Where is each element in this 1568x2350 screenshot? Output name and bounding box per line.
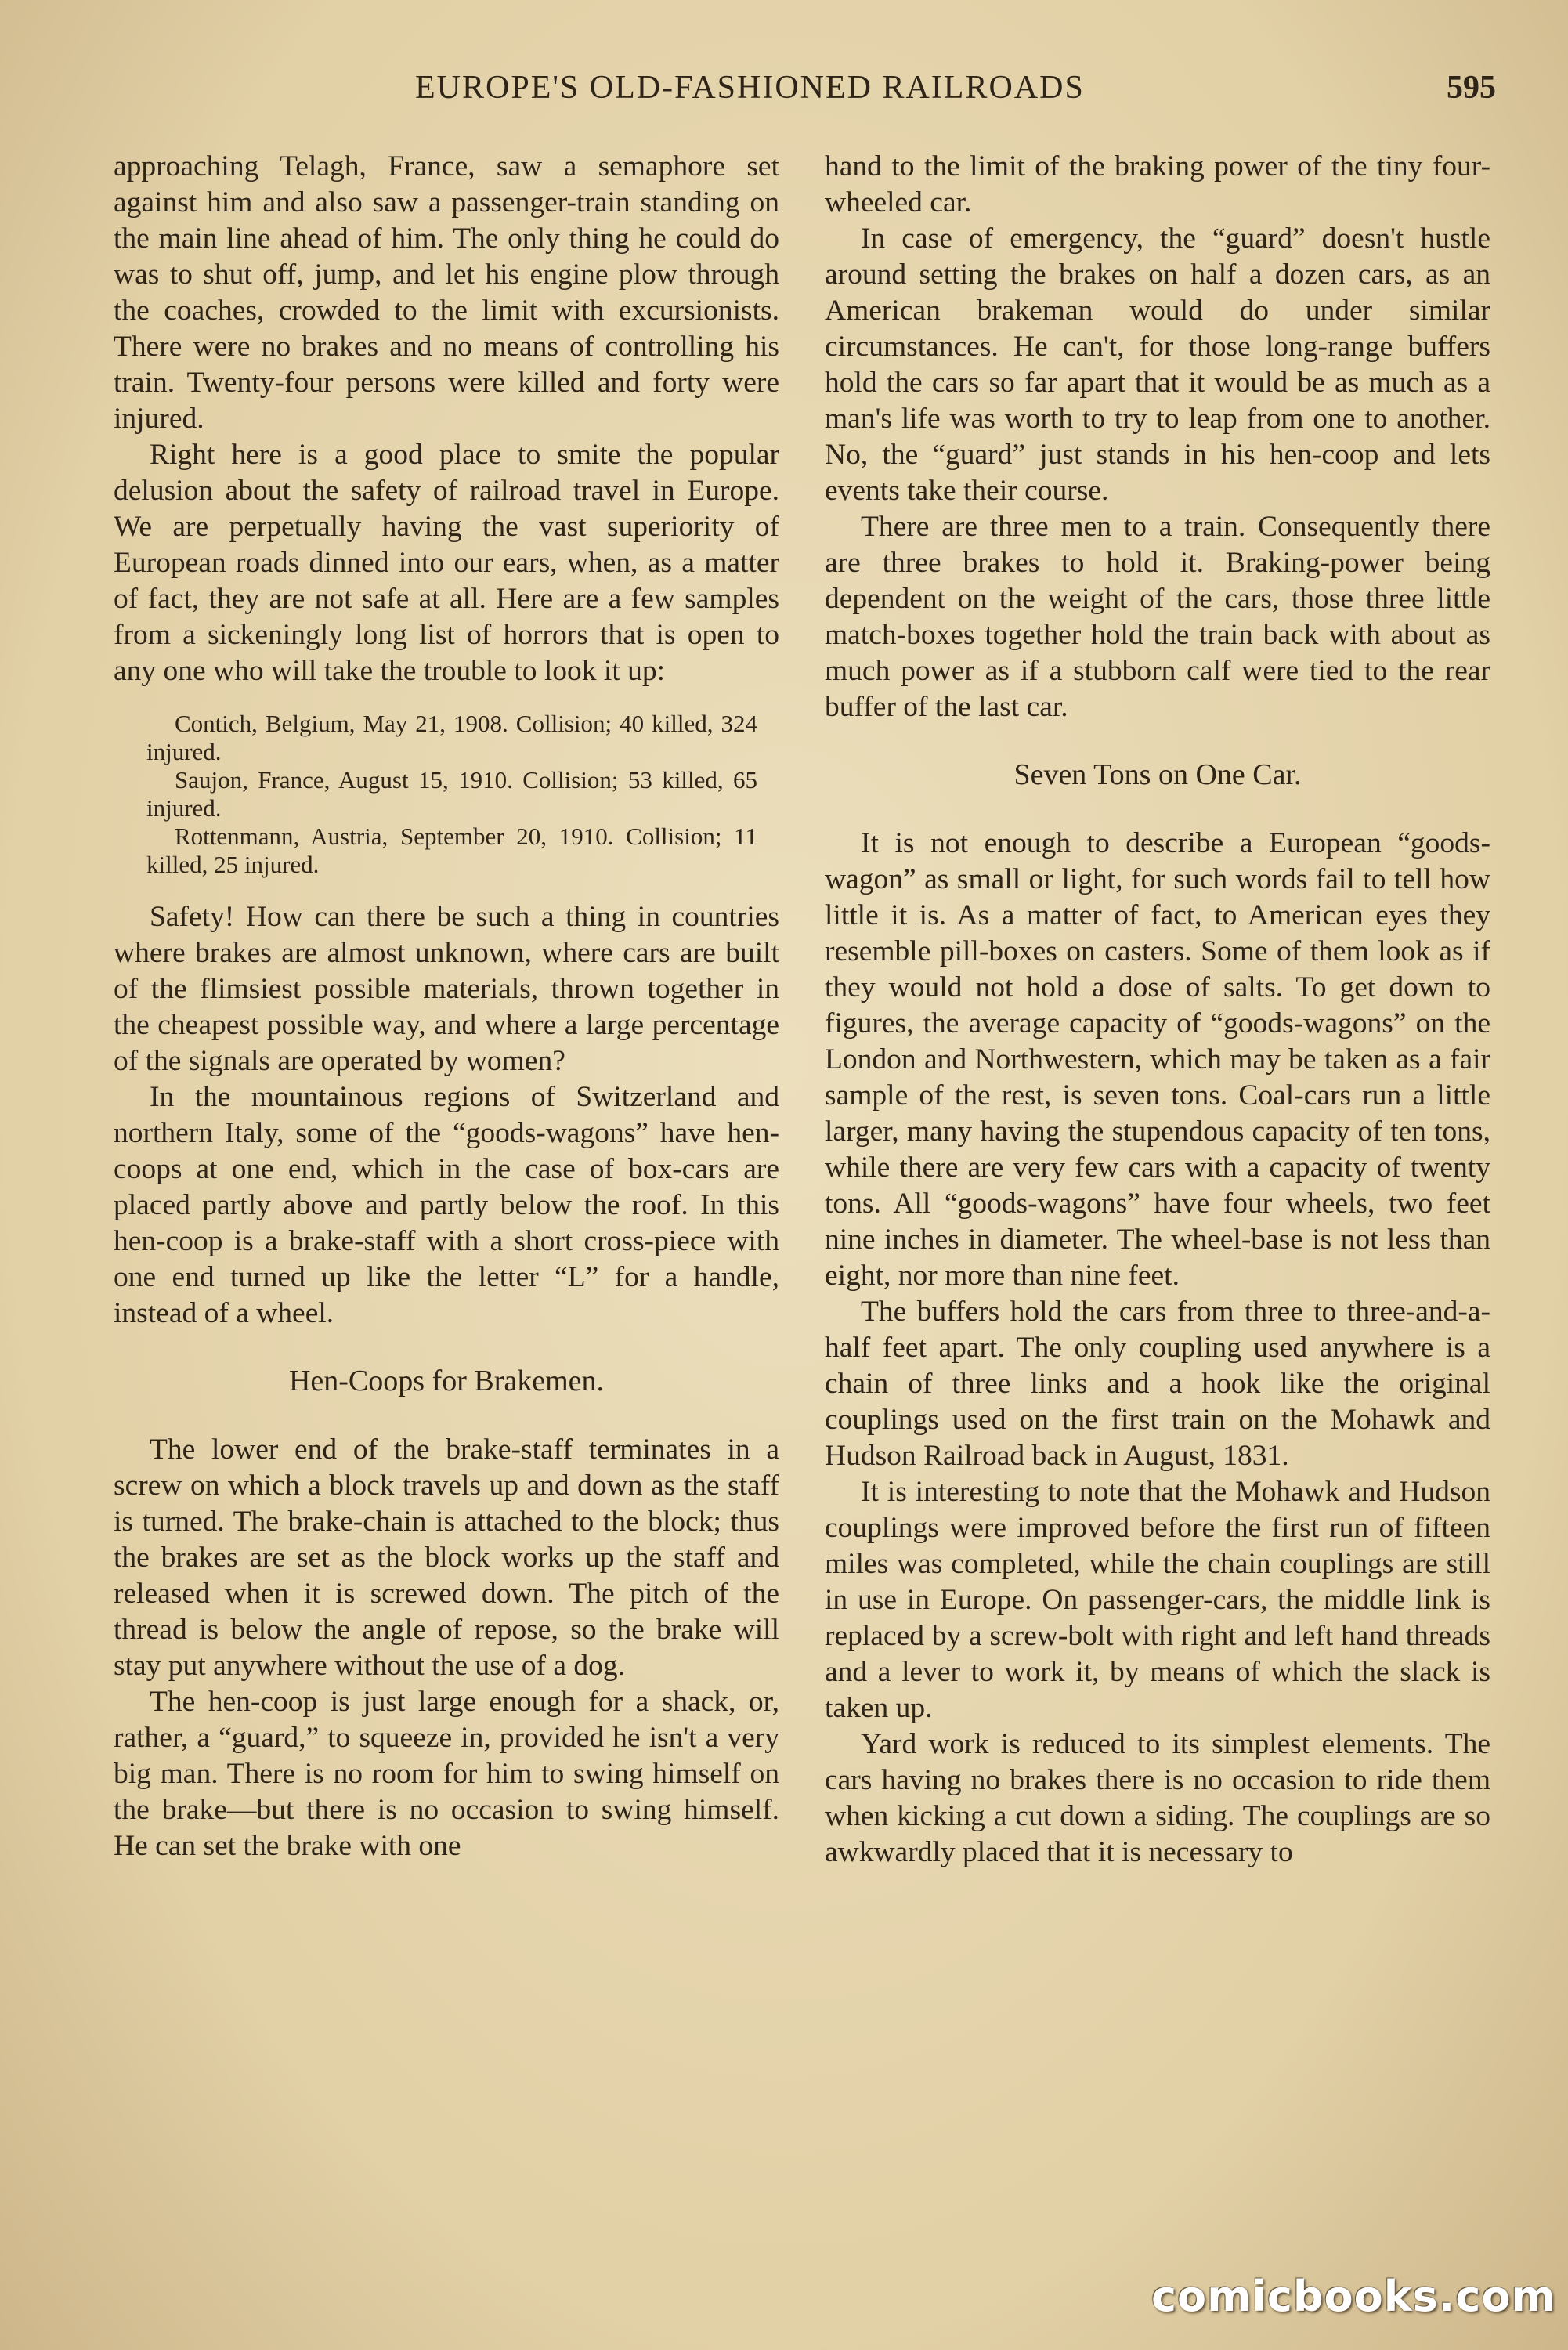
section-subheading: Seven Tons on One Car. [1013, 758, 1302, 791]
paragraph: In case of emergency, the “guard” doesn't hustle around setting the brakes on half a dozen cars, as an American brakeman would do under similar circumstances. He can't, for those long-range buffers hold the cars so far apart that it would be as much as a man's life was worth to try to leap from one to another. No, the “guard” just stands in his hen-coop and lets events take their course. [825, 222, 1490, 507]
right-column [825, 149, 1490, 1871]
paragraph: There are three men to a train. Consequently there are three brakes to hold it. Braking-power being dependent on the weight of the cars, those three little match-boxes together hold the train back with about as much power as if a stubborn calf were tied to the rear buffer of the last car. [825, 511, 1490, 723]
section-subheading: Hen-Coops for Brakemen. [288, 1365, 605, 1397]
page-number: 595 [1447, 70, 1496, 106]
left-column [114, 149, 779, 1864]
accident-list [146, 710, 757, 879]
paragraph: The hen-coop is just large enough for a shack, or, rather, a “guard,” to squeeze in, provided he isn't a very big man. There is no room for him to swing himself on the brake—but there is no occasion to swing himself. He can set the brake with one [114, 1686, 779, 1862]
paragraph: In the mountainous regions of Switzerland and northern Italy, some of the “goods-wagons” have hen-coops at one end, which in the case of box-cars are placed partly above and partly below the roof. In this hen-coop is a brake-staff with a short cross-piece with one end turned up like the letter “L” for a handle, instead of a wheel. [114, 1081, 779, 1329]
paragraph: Yard work is reduced to its simplest elements. The cars having no brakes there is no occasion to ride them when kicking a cut down a siding. The couplings are so awkwardly placed that it is necessary to [825, 1728, 1490, 1868]
accident-entry: Rottenmann, Austria, September 20, 1910. Collision; 11 killed, 25 injured. [146, 822, 757, 878]
paragraph: Safety! How can there be such a thing in countries where brakes are almost unknown, where cars are built of the flimsiest possible materials, thrown together in the cheapest possible way, and where a large percentage of the signals are operated by women? [114, 901, 779, 1077]
running-title: EUROPE'S OLD-FASHIONED RAILROADS [415, 70, 1085, 106]
paragraph: It is not enough to describe a European “goods-wagon” as small or light, for such words fail to tell how little it is. As a matter of fact, to American eyes they resemble pill-boxes on casters. Some of them look as if they would not hold a dose of salts. To get down to figures, the average capacity of “goods-wagons” on the London and Northwestern, which may be taken as a fair sample of the rest, is seven tons. Coal-cars run a little larger, many having the stupendous capacity of ten tons, while there are very few cars with a capacity of twenty tons. All “goods-wagons” have four wheels, two feet nine inches in diameter. The wheel-base is not less than eight, nor more than nine feet. [825, 827, 1490, 1292]
paragraph: The lower end of the brake-staff terminates in a screw on which a block travels up and down as the staff is turned. The brake-chain is attached to the block; thus the brakes are set as the block works up the staff and released when it is screwed down. The pitch of the thread is below the angle of repose, so the brake will stay put anywhere without the use of a dog. [114, 1434, 779, 1682]
watermark-logo: comicbooks.com [1151, 2272, 1556, 2321]
paragraph: It is interesting to note that the Mohawk and Hudson couplings were improved before the first run of fifteen miles was completed, while the chain couplings are still in use in Europe. On passenger-cars, the middle link is replaced by a screw-bolt with right and left hand threads and a lever to work it, by means of which the slack is taken up. [825, 1476, 1490, 1724]
accident-entry: Contich, Belgium, May 21, 1908. Collision; 40 killed, 324 injured. [146, 710, 757, 765]
paragraph: approaching Telagh, France, saw a semaphore set against him and also saw a passenger-train standing on the main line ahead of him. The only thing he could do was to shut off, jump, and let his engine plow through the coaches, crowded to the limit with excursionists. There were no brakes and no means of controlling his train. Twenty-four persons were killed and forty were injured. [114, 150, 779, 435]
paragraph: The buffers hold the cars from three to three-and-a-half feet apart. The only coupling used anywhere is a chain of three links and a hook like the original couplings used on the first train on the Mohawk and Hudson Railroad back in August, 1831. [825, 1296, 1490, 1472]
accident-entry: Saujon, France, August 15, 1910. Collision; 53 killed, 65 injured. [146, 766, 757, 822]
paragraph: Right here is a good place to smite the popular delusion about the safety of railroad travel in Europe. We are perpetually having the vast superiority of European roads dinned into our ears, when, as a matter of fact, they are not safe at all. Here are a few samples from a sickeningly long list of horrors that is open to any one who will take the trouble to look it up: [114, 439, 779, 687]
paragraph: hand to the limit of the braking power of the tiny four-wheeled car. [825, 150, 1490, 219]
running-header [117, 69, 1496, 116]
